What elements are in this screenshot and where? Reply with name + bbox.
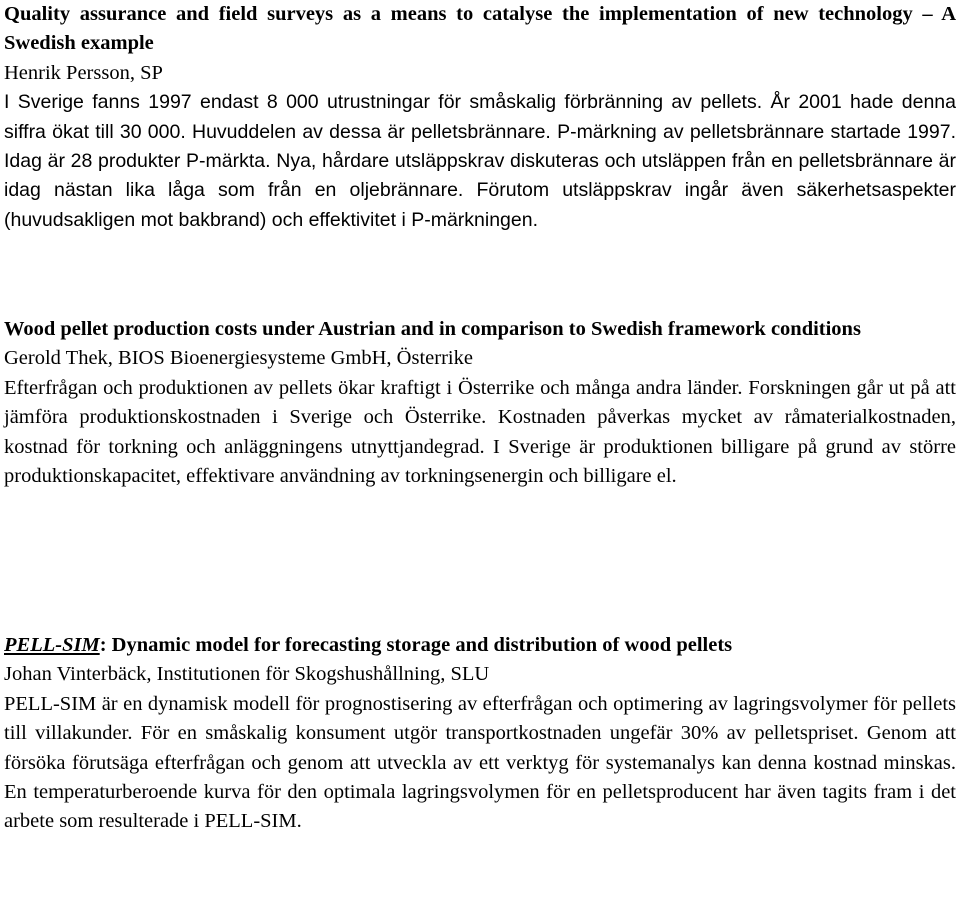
section-title	[4, 631, 956, 660]
section-body: I Sverige fanns 1997 endast 8 000 utrustningar för småskalig förbränning av pellets. År 2001 hade denna siffra ökat till 30 000. Huvuddelen av dessa är pelletsbrännare. P-märkning av pelletsbrännare startade 1997. Idag är 28 produkter P-märkta. Nya, hårdare utsläppskrav diskuteras och utsläppen från en pelletsbrännare är idag nästan lika låga som från en oljebrännare. Förutom utsläppskrav ingår även säkerhetsaspekter (huvudsakligen mot bakbrand) och effektivitet i P-märkningen.	[4, 91, 956, 231]
section-author: Johan Vinterbäck, Institutionen för Skogshushållning, SLU	[4, 663, 490, 686]
section-body: Efterfrågan och produktionen av pellets ökar kraftigt i Österrike och många andra länder. Forskningen går ut på att jämföra produktionskostnaden i Sverige och Österrike. Kostnaden påverkas mycket av råmaterialkostnaden, kostnad för torkning och anläggningens utnyttjandegrad. I Sverige är produktionen billigare på grund av större produktionskapacitet, effektivare användning av torkningsenergin och billigare el.	[4, 376, 956, 488]
section-author: Gerold Thek, BIOS Bioenergiesysteme GmbH, Österrike	[4, 347, 473, 370]
abstract-section-3	[4, 631, 956, 837]
abstract-section-2	[4, 315, 956, 491]
section-title-rest: : Dynamic model for forecasting storage and distribution of wood pellets	[99, 634, 733, 656]
section-body: PELL-SIM är en dynamisk modell för prognostisering av efterfrågan och optimering av lagringsvolymer för pellets till villakunder. För en småskalig konsument utgör transportkostnaden ungefär 30% av pelletspriset. Genom att försöka förutsäga efterfrågan och genom att utveckla av ett verktyg för systemanalys kan denna kostnad minskas. En temperaturberoende kurva för den optimala lagringsvolymen för en pelletsproducent har även tagits fram i det arbete som resulterade i PELL-SIM.	[4, 692, 956, 833]
section-author: Henrik Persson, SP	[4, 61, 163, 84]
section-title-tag: PELL-SIM	[4, 634, 100, 656]
section-title: Wood pellet production costs under Austrian and in comparison to Swedish framework conditions	[4, 318, 861, 340]
section-title: Quality assurance and field surveys as a means to catalyse the implementation of new technology – A Swedish example	[4, 3, 956, 55]
abstract-section-1	[4, 0, 956, 235]
